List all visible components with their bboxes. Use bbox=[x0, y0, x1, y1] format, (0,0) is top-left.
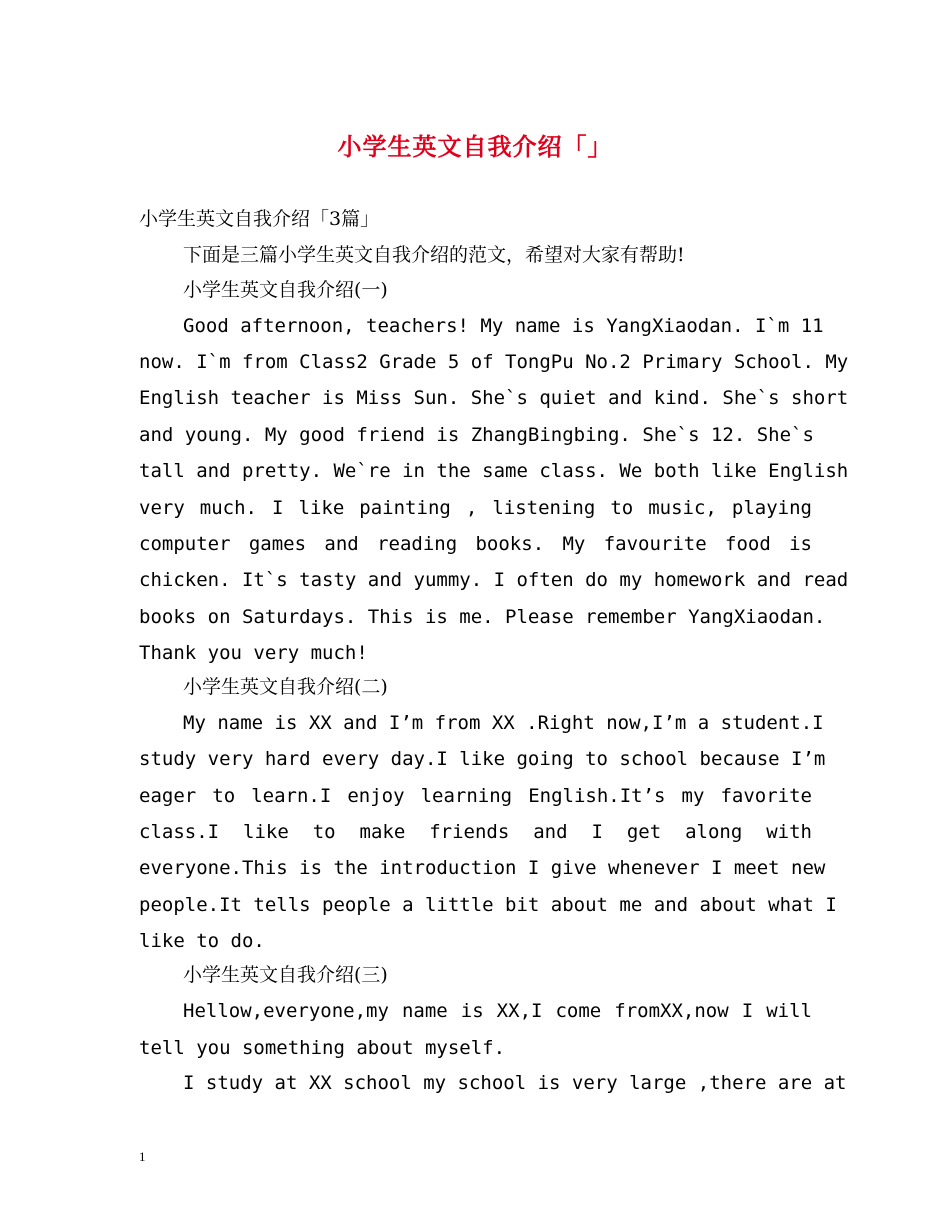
paragraph-line: I study at XX school my school is very large ,there are at bbox=[183, 1072, 847, 1094]
page-number: 1 bbox=[139, 1149, 146, 1164]
paragraph-line: Hellow,everyone,my name is XX,I come fromXX,now I will bbox=[183, 1000, 812, 1022]
paragraph-line: like to do. bbox=[139, 930, 265, 952]
paragraph-line: chicken. It`s tasty and yummy. I often do my homework and read bbox=[139, 569, 849, 591]
paragraph-line: Thank you very much! bbox=[139, 642, 368, 664]
paragraph-line: tall and pretty. We`re in the same class. We both like English bbox=[139, 460, 849, 482]
paragraph-line: now. I`m from Class2 Grade 5 of TongPu No.2 Primary School. My bbox=[139, 351, 849, 373]
paragraph-line: people.It tells people a little bit about me and about what I bbox=[139, 894, 837, 916]
document-title: 小学生英文自我介绍「」 bbox=[337, 132, 613, 161]
paragraph-line: English teacher is Miss Sun. She`s quiet and kind. She`s short bbox=[139, 387, 849, 409]
section-heading-2: 小学生英文自我介绍(二) bbox=[183, 676, 388, 698]
heading-line: 小学生英文自我介绍「3篇」 bbox=[139, 208, 380, 230]
paragraph-line: study very hard every day.I like going to school because I’m bbox=[139, 748, 826, 770]
paragraph-line: everyone.This is the introduction I give whenever I meet new bbox=[139, 857, 826, 879]
paragraph-line: computer games and reading books. My favourite food is bbox=[139, 533, 812, 555]
section-heading-3: 小学生英文自我介绍(三) bbox=[183, 964, 388, 986]
paragraph-line: tell you something about myself. bbox=[139, 1037, 506, 1059]
paragraph-line: eager to learn.I enjoy learning English.It’s my favorite bbox=[139, 785, 812, 807]
paragraph-line: My name is XX and I’m from XX .Right now,I’m a student.I bbox=[183, 712, 824, 734]
paragraph-line: and young. My good friend is ZhangBingbing. She`s 12. She`s bbox=[139, 424, 814, 446]
intro-line: 下面是三篇小学生英文自我介绍的范文，希望对大家有帮助! bbox=[183, 244, 685, 266]
paragraph-line: books on Saturdays. This is me. Please remember YangXiaodan. bbox=[139, 606, 826, 628]
paragraph-line: very much. I like painting , listening to music, playing bbox=[139, 497, 812, 519]
paragraph-line: Good afternoon, teachers! My name is YangXiaodan. I`m 11 bbox=[183, 315, 824, 337]
paragraph-line: class.I like to make friends and I get along with bbox=[139, 821, 812, 843]
section-heading-1: 小学生英文自我介绍(一) bbox=[183, 279, 388, 301]
